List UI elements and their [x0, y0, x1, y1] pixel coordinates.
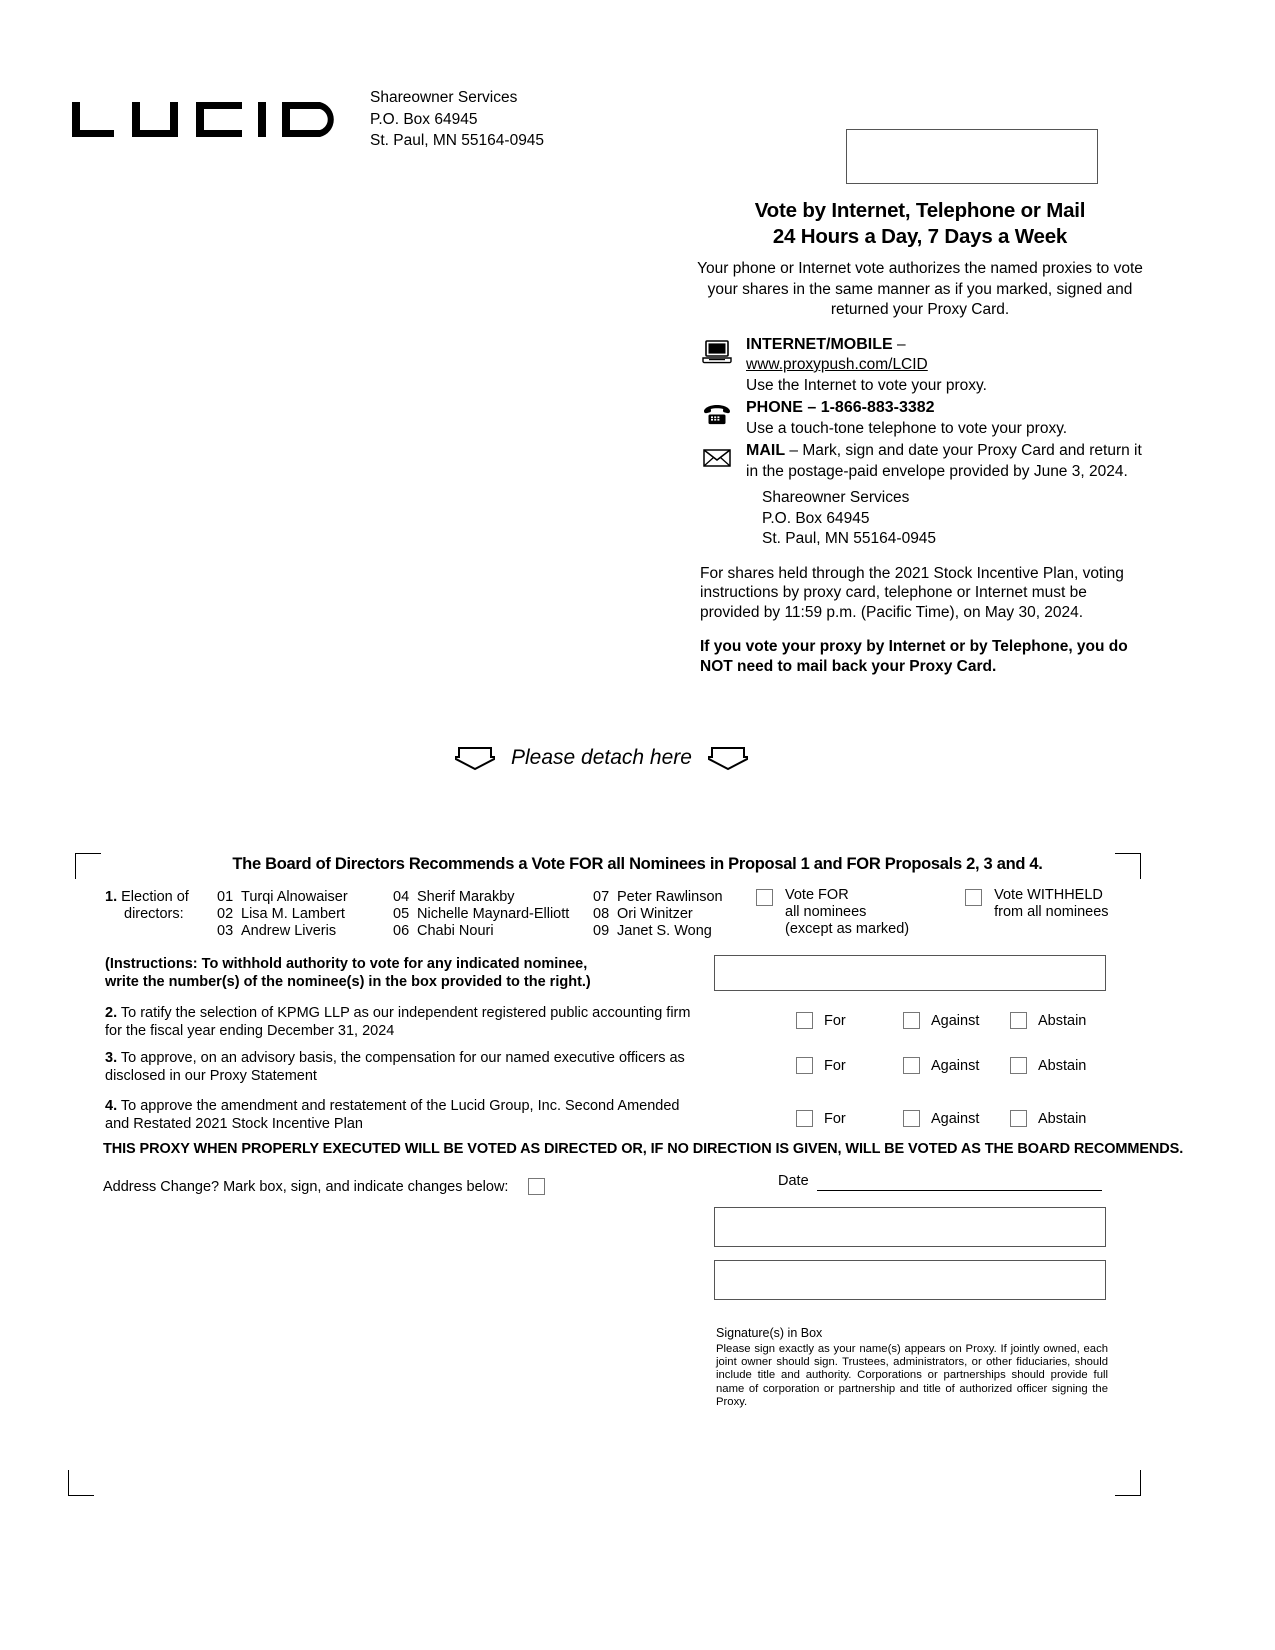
nominee-name: Andrew Liveris [241, 923, 337, 939]
withhold-instructions [105, 955, 591, 991]
no-mail-back-note: If you vote your proxy by Internet or by Telephone, you do NOT need to mail back your Proxy Card. [700, 638, 1128, 675]
voting-method-mail-body [746, 442, 1142, 480]
vote-withheld-line2: from all nominees [994, 904, 1109, 920]
proxy-vote-link[interactable]: www.proxypush.com/LCID [746, 356, 928, 373]
proposal-2-for[interactable] [796, 1012, 903, 1029]
proposal-4-for-checkbox[interactable] [796, 1110, 813, 1127]
proposal-4-for-label: For [824, 1110, 846, 1127]
voting-method-phone-body [746, 399, 1067, 437]
nominee-name: Chabi Nouri [417, 923, 494, 939]
proposal-3-for-checkbox[interactable] [796, 1057, 813, 1074]
proposal-3-text: To approve, on an advisory basis, the compensation for our named executive officers as disclosed in our Proxy Statement [105, 1050, 685, 1084]
signature-box-1[interactable] [714, 1207, 1106, 1247]
proposal-3 [105, 1050, 705, 1085]
nominee-column [217, 889, 393, 940]
proposal-4-abstain[interactable] [1010, 1110, 1117, 1127]
telephone-icon [698, 400, 736, 430]
nominee-name: Sherif Marakby [417, 889, 515, 905]
proposal-2-abstain-label: Abstain [1038, 1012, 1087, 1029]
vote-for-all-option[interactable] [756, 887, 909, 938]
proposal-3-against[interactable] [903, 1057, 1010, 1074]
nominee-item [593, 923, 769, 940]
return-address-line: P.O. Box 64945 [370, 110, 478, 128]
mail-heading: MAIL [746, 442, 786, 459]
nominee-number: 05 [393, 906, 410, 922]
withhold-instructions-line2: write the number(s) of the nominee(s) in the box provided to the right.) [105, 974, 591, 990]
nominee-number: 06 [393, 923, 410, 939]
voting-methods-list [690, 335, 1150, 483]
proposal-1-vote-options [756, 887, 1109, 938]
proposal-1-title-line2: directors: [124, 906, 184, 922]
mail-address-line: Shareowner Services [762, 489, 910, 506]
lucid-logo [70, 96, 340, 144]
instructions-title-line1: Vote by Internet, Telephone or Mail [754, 199, 1086, 222]
nominee-number: 03 [217, 923, 234, 939]
proposal-3-abstain-checkbox[interactable] [1010, 1057, 1027, 1074]
nominee-name: Janet S. Wong [617, 923, 712, 939]
proposal-2-options [796, 1012, 1117, 1029]
nominee-number: 02 [217, 906, 234, 922]
proposal-3-abstain-label: Abstain [1038, 1057, 1087, 1074]
internet-description: Use the Internet to vote your proxy. [746, 376, 987, 394]
detach-divider [455, 745, 748, 771]
lucid-wordmark-icon [70, 96, 340, 144]
detach-label: Please detach here [511, 746, 692, 769]
proposal-3-abstain[interactable] [1010, 1057, 1117, 1074]
crop-mark [1115, 1470, 1141, 1496]
mail-description: – Mark, sign and date your Proxy Card and return it in the postage-paid envelope provided by June 3, 2024. [746, 442, 1142, 480]
instructions-subtitle: Your phone or Internet vote authorizes the named proxies to vote your shares in the same manner as if you marked, signed and returned your Proxy Card. [697, 260, 1143, 318]
down-arrow-icon [455, 745, 495, 771]
phone-description: Use a touch-tone telephone to vote your proxy. [746, 419, 1068, 437]
proposal-2-text: To ratify the selection of KPMG LLP as our independent registered public accounting firm for the fiscal year ending December 31, 2024 [105, 1005, 691, 1039]
down-arrow-icon [708, 745, 748, 771]
vote-for-line2: all nominees [785, 904, 867, 920]
stock-incentive-plan-note: For shares held through the 2021 Stock Incentive Plan, voting instructions by proxy card, telephone or Internet must be provided by 11:59 p.m. (Pacific Time), on May 30, 2024. [700, 564, 1124, 621]
phone-heading: PHONE – 1-866-883-3382 [746, 399, 935, 416]
vote-withheld-option[interactable] [965, 887, 1108, 938]
mailing-label-box [846, 129, 1098, 184]
withhold-instructions-line1: (Instructions: To withhold authority to vote for any indicated nominee, [105, 956, 588, 972]
vote-withheld-line1: Vote WITHHELD [994, 887, 1103, 903]
proposal-2-against-checkbox[interactable] [903, 1012, 920, 1029]
vote-withheld-label [994, 887, 1108, 938]
proposal-4-for[interactable] [796, 1110, 903, 1127]
laptop-icon [698, 337, 736, 367]
nominee-item [217, 889, 393, 906]
proposal-4-number: 4. [105, 1098, 118, 1114]
nominee-name: Turqi Alnowaiser [241, 889, 348, 905]
nominee-item [393, 923, 593, 940]
proposal-2-against-label: Against [931, 1012, 980, 1029]
nominee-number: 07 [593, 889, 610, 905]
nominee-number: 09 [593, 923, 610, 939]
mail-address-line: P.O. Box 64945 [762, 509, 870, 527]
date-label: Date [778, 1173, 809, 1189]
proposal-1-label [105, 889, 215, 923]
proposal-2-for-label: For [824, 1012, 846, 1029]
instructions-title-line2: 24 Hours a Day, 7 Days a Week [772, 225, 1068, 248]
board-recommendation: The Board of Directors Recommends a Vote FOR all Nominees in Proposal 1 and FOR Proposals 2, 3 and 4. [232, 855, 1043, 873]
nominee-number: 01 [217, 889, 234, 905]
nominee-column [593, 889, 769, 940]
proposal-2-abstain-checkbox[interactable] [1010, 1012, 1027, 1029]
nominee-item [393, 906, 593, 923]
nominee-item [593, 906, 769, 923]
voting-method-mail [690, 441, 1150, 482]
crop-mark [68, 1470, 94, 1496]
proposal-3-against-checkbox[interactable] [903, 1057, 920, 1074]
address-change-row [103, 1178, 545, 1195]
proposal-2-for-checkbox[interactable] [796, 1012, 813, 1029]
address-change-label: Address Change? Mark box, sign, and indicate changes below: [103, 1178, 509, 1195]
proposal-1-title-line1: Election of [121, 889, 189, 905]
return-address-line: St. Paul, MN 55164-0945 [370, 132, 545, 149]
nominee-name: Nichelle Maynard-Elliott [417, 906, 570, 922]
vote-for-line3: (except as marked) [785, 921, 910, 937]
proposal-3-options [796, 1057, 1117, 1074]
proposal-4-options [796, 1110, 1117, 1127]
proposal-4-abstain-checkbox[interactable] [1010, 1110, 1027, 1127]
mail-address-line: St. Paul, MN 55164-0945 [762, 530, 937, 547]
proposal-2-against[interactable] [903, 1012, 1010, 1029]
proposal-4-abstain-label: Abstain [1038, 1110, 1087, 1127]
voting-method-phone [690, 398, 1150, 439]
signature-box-2[interactable] [714, 1260, 1106, 1300]
instructions-title [690, 198, 1150, 250]
proposal-3-number: 3. [105, 1050, 118, 1066]
proposal-4-against-label: Against [931, 1110, 980, 1127]
nominee-name: Lisa M. Lambert [241, 906, 345, 922]
nominee-column [393, 889, 593, 940]
mail-return-address [762, 488, 1150, 550]
date-row [778, 1173, 1102, 1191]
voting-method-internet [690, 335, 1150, 397]
proxy-execution-note: THIS PROXY WHEN PROPERLY EXECUTED WILL BE VOTED AS DIRECTED OR, IF NO DIRECTION IS GIVEN, WILL BE VOTED AS THE BOARD RECOMMENDS. [103, 1141, 1184, 1157]
proposal-2-abstain[interactable] [1010, 1012, 1117, 1029]
proposal-4 [105, 1098, 705, 1133]
return-address-line: Shareowner Services [370, 89, 518, 106]
proposal-4-text: To approve the amendment and restatement of the Lucid Group, Inc. Second Amended and Restated 2021 Stock Incentive Plan [105, 1098, 680, 1132]
proposal-3-against-label: Against [931, 1057, 980, 1074]
signature-fine-print: Please sign exactly as your name(s) appears on Proxy. If jointly owned, each joint owner should sign. Trustees, administrators, or other fiduciaries, should include title and authority. Corporations or partnerships should provide full name of corporation or partnership and title of authorized officer signing the Proxy. [716, 1343, 1108, 1408]
internet-dash: – [892, 335, 906, 353]
proposal-4-against[interactable] [903, 1110, 1010, 1127]
withhold-nominee-numbers-input[interactable] [714, 955, 1106, 991]
voting-instructions-panel [690, 198, 1150, 676]
nominee-item [593, 889, 769, 906]
proposal-3-for-label: For [824, 1057, 846, 1074]
vote-for-all-checkbox[interactable] [756, 889, 773, 906]
nominee-item [217, 923, 393, 940]
vote-for-line1: Vote FOR [785, 887, 849, 903]
return-address [370, 87, 544, 152]
nominee-item [393, 889, 593, 906]
proposal-2-number: 2. [105, 1005, 118, 1021]
nominee-columns [217, 889, 769, 940]
voting-method-internet-body [746, 336, 987, 394]
nominee-item [217, 906, 393, 923]
proposal-3-for[interactable] [796, 1057, 903, 1074]
proposal-2 [105, 1005, 705, 1040]
nominee-name: Ori Winitzer [617, 906, 693, 922]
proposal-1-number: 1. [105, 889, 118, 905]
vote-for-all-label [785, 887, 909, 938]
proxy-card [0, 845, 1275, 1545]
internet-heading: INTERNET/MOBILE [746, 335, 893, 353]
proposal-4-against-checkbox[interactable] [903, 1110, 920, 1127]
address-change-checkbox[interactable] [528, 1178, 545, 1195]
nominee-number: 08 [593, 906, 610, 922]
vote-withheld-checkbox[interactable] [965, 889, 982, 906]
nominee-number: 04 [393, 889, 410, 905]
date-input[interactable] [817, 1174, 1102, 1191]
envelope-icon [698, 443, 736, 473]
signature-caption: Signature(s) in Box [716, 1326, 823, 1340]
nominee-name: Peter Rawlinson [617, 889, 723, 905]
